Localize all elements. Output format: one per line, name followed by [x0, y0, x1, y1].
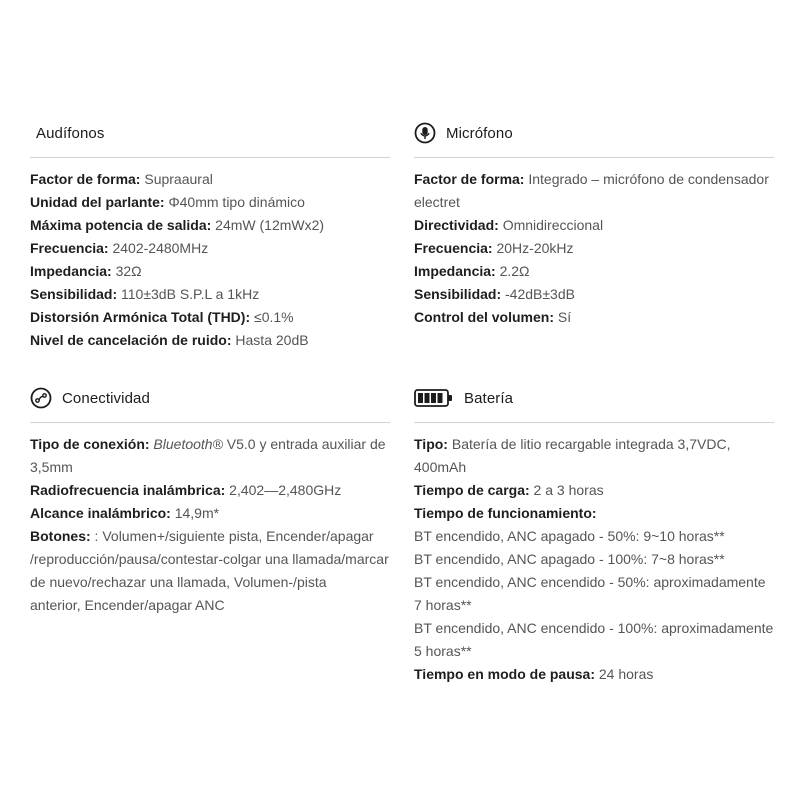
spec-row — [30, 214, 390, 237]
spec-value: Batería de litio recargable integrada 3,7VDC, 400mAh — [414, 436, 731, 475]
spec-value: 2.2Ω — [495, 263, 530, 279]
spec-label: Tipo: — [414, 436, 448, 452]
spec-value: BT encendido, ANC encendido - 100%: aproximadamente — [414, 620, 774, 636]
spec-value: : Volumen+/siguiente pista, Encender/apagar — [90, 528, 374, 544]
spec-label: Máxima potencia de salida: — [30, 217, 212, 233]
spec-value: Integrado – micrófono de condensador — [524, 171, 769, 187]
spec-label: Impedancia: — [30, 263, 112, 279]
spec-row-continuation — [414, 525, 774, 548]
section-header-microfono — [414, 115, 774, 158]
spec-label: Botones: — [30, 528, 91, 544]
spec-list-conectividad — [30, 423, 390, 617]
spec-value: 3,5mm — [30, 459, 73, 475]
spec-row-continuation — [414, 571, 774, 594]
spec-row-continuation — [414, 594, 774, 617]
spec-label: Nivel de cancelación de ruido: — [30, 332, 232, 348]
spec-label: Sensibilidad: — [414, 286, 502, 302]
spec-row — [30, 525, 390, 548]
spec-row — [30, 283, 390, 306]
section-header-bateria — [414, 380, 774, 423]
spec-label: Tiempo en modo de pausa: — [414, 666, 595, 682]
spec-row — [30, 479, 390, 502]
spec-value: Φ40mm tipo dinámico — [164, 194, 305, 210]
spec-value: anterior, Encender/apagar ANC — [30, 597, 225, 613]
spec-value: 24 horas — [595, 666, 654, 682]
spec-value: 2 a 3 horas — [529, 482, 604, 498]
spec-label: Impedancia: — [414, 263, 496, 279]
bluetooth-brand: Bluetooth® — [149, 436, 223, 452]
spec-row-continuation — [30, 571, 390, 594]
spec-label: Sensibilidad: — [30, 286, 118, 302]
spec-value: 2,402—2,480GHz — [225, 482, 342, 498]
spec-value: BT encendido, ANC apagado - 50%: 9~10 horas** — [414, 528, 725, 544]
spec-row — [30, 191, 390, 214]
spec-value: V5.0 y entrada auxiliar de — [222, 436, 386, 452]
spec-label: Radiofrecuencia inalámbrica: — [30, 482, 226, 498]
section-title: Audífonos — [36, 124, 105, 142]
spec-value: 7 horas** — [414, 597, 472, 613]
spec-row — [414, 433, 774, 479]
spec-row — [30, 502, 390, 525]
spec-value: 5 horas** — [414, 643, 472, 659]
spec-row-continuation — [30, 456, 390, 479]
spec-row — [414, 214, 774, 237]
spec-label: Factor de forma: — [414, 171, 525, 187]
spec-value: Sí — [554, 309, 572, 325]
spec-label: Directividad: — [414, 217, 499, 233]
spec-value: BT encendido, ANC apagado - 100%: 7~8 horas** — [414, 551, 725, 567]
spec-row — [414, 502, 774, 525]
section-bateria — [414, 380, 774, 686]
connectivity-icon — [30, 387, 52, 409]
section-conectividad — [30, 380, 390, 617]
spec-row — [414, 260, 774, 283]
spec-label: Tipo de conexión: — [30, 436, 150, 452]
spec-row-continuation — [414, 548, 774, 571]
spec-label: Factor de forma: — [30, 171, 141, 187]
spec-value: 110±3dB S.P.L a 1kHz — [117, 286, 260, 302]
section-header-audifonos — [30, 115, 390, 158]
spec-value: electret — [414, 194, 460, 210]
spec-row — [414, 479, 774, 502]
spec-value: -42dB±3dB — [501, 286, 575, 302]
section-title: Micrófono — [446, 124, 513, 142]
section-microfono — [414, 115, 774, 329]
spec-row — [414, 283, 774, 306]
spec-label: Unidad del parlante: — [30, 194, 165, 210]
spec-list-bateria — [414, 423, 774, 686]
spec-row — [30, 433, 390, 456]
spec-row — [30, 306, 390, 329]
spec-value: 14,9m* — [170, 505, 220, 521]
spec-row-continuation — [414, 640, 774, 663]
spec-label: Frecuencia: — [414, 240, 493, 256]
spec-value: 2402-2480MHz — [108, 240, 209, 256]
spec-value: 32Ω — [111, 263, 142, 279]
section-header-conectividad — [30, 380, 390, 423]
spec-row — [414, 306, 774, 329]
spec-value: Supraaural — [140, 171, 213, 187]
spec-row — [414, 168, 774, 191]
spec-label: Distorsión Armónica Total (THD): — [30, 309, 251, 325]
spec-row — [30, 260, 390, 283]
spec-value: 20Hz-20kHz — [492, 240, 574, 256]
section-title: Batería — [464, 389, 514, 407]
spec-label: Tiempo de carga: — [414, 482, 530, 498]
microphone-icon — [414, 122, 436, 144]
spec-row — [414, 237, 774, 260]
section-audifonos — [30, 115, 390, 352]
spec-list-audifonos — [30, 158, 390, 352]
spec-value: Omnidireccional — [498, 217, 604, 233]
spec-label: Control del volumen: — [414, 309, 554, 325]
spec-row — [30, 329, 390, 352]
spec-value: /reproducción/pausa/contestar-colgar una llamada/marcar — [30, 551, 389, 567]
spec-value: de nuevo/rechazar una llamada, Volumen-/pista — [30, 574, 327, 590]
spec-value: Hasta 20dB — [231, 332, 309, 348]
spec-label: Tiempo de funcionamiento: — [414, 505, 597, 521]
spec-row-continuation — [414, 617, 774, 640]
spec-value: 24mW (12mWx2) — [211, 217, 325, 233]
spec-value: ≤0.1% — [250, 309, 294, 325]
spec-row-continuation — [30, 548, 390, 571]
section-title: Conectividad — [62, 389, 150, 407]
spec-row-continuation — [414, 191, 774, 214]
spec-row — [414, 663, 774, 686]
spec-list-microfono — [414, 158, 774, 329]
spec-label: Frecuencia: — [30, 240, 109, 256]
spec-value: BT encendido, ANC encendido - 50%: aproximadamente — [414, 574, 766, 590]
battery-icon — [414, 387, 454, 409]
spec-label: Alcance inalámbrico: — [30, 505, 171, 521]
spec-row — [30, 237, 390, 260]
spec-row-continuation — [30, 594, 390, 617]
spec-row — [30, 168, 390, 191]
